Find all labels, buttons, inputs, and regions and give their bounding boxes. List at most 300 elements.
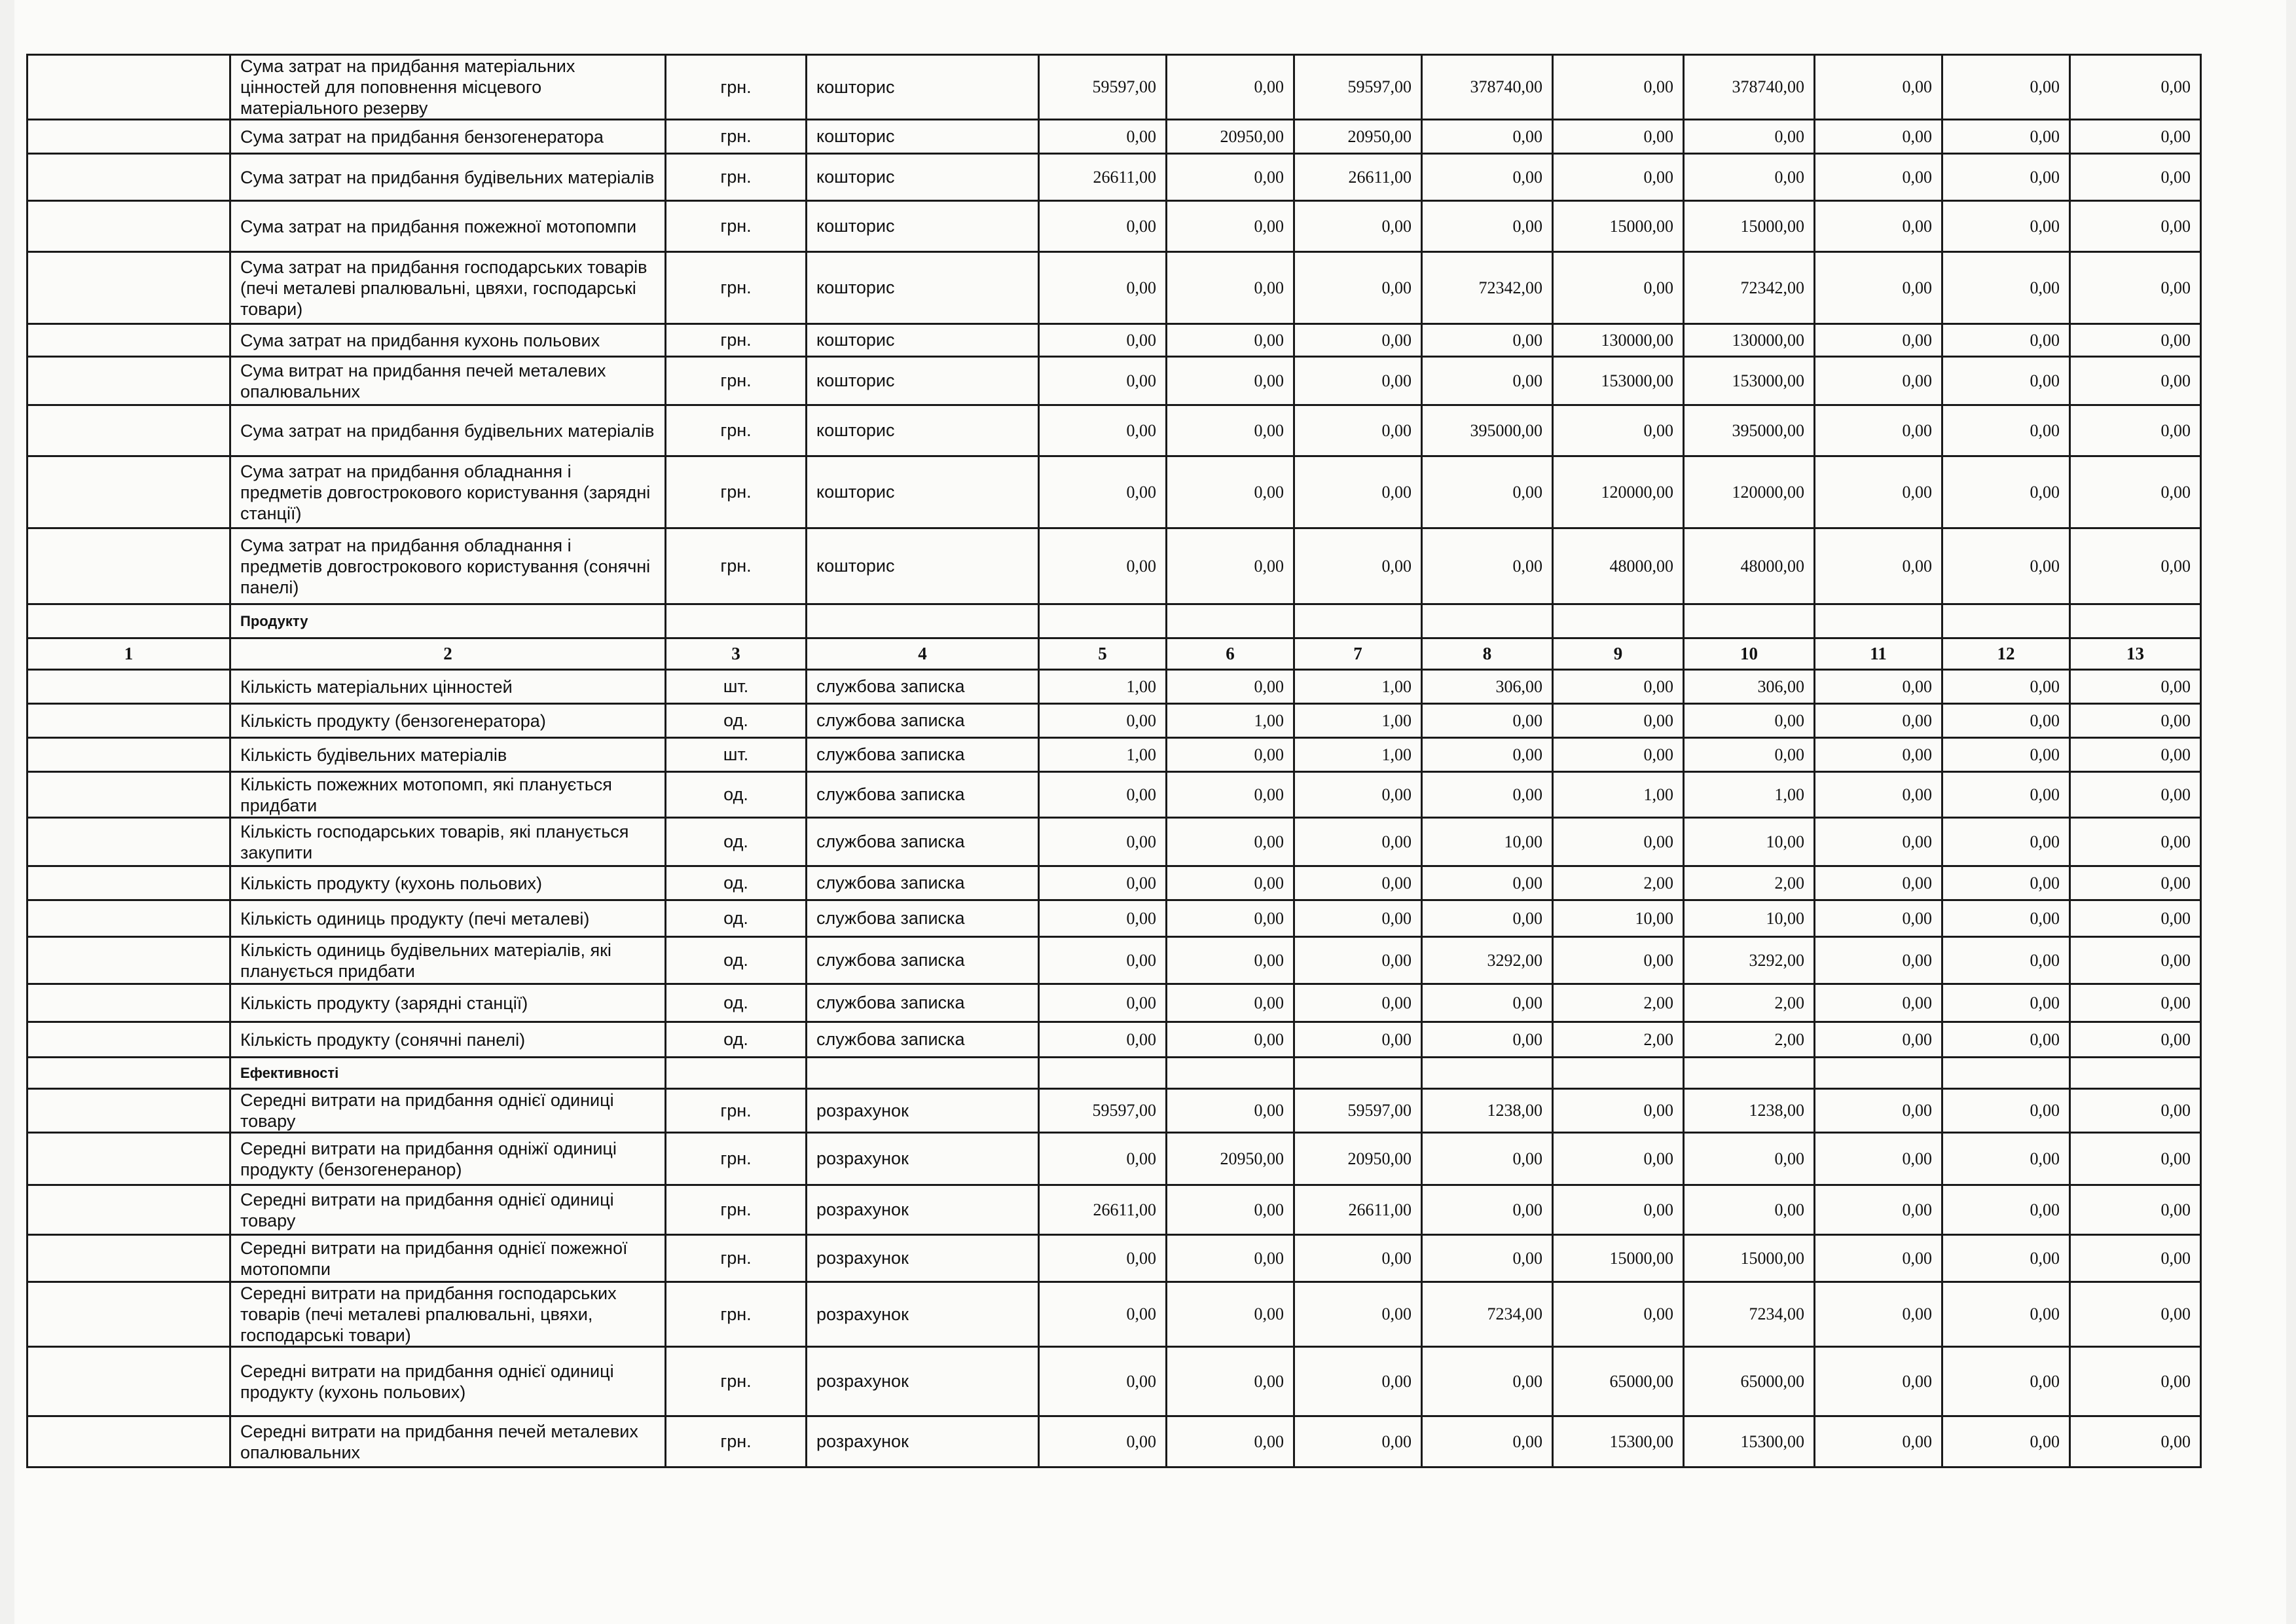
value-cell: 0,00	[2070, 818, 2201, 866]
table-row	[27, 1235, 2201, 1282]
value-cell: 0,00	[1815, 900, 1942, 937]
value-cell: 0,00	[1422, 900, 1553, 937]
value-cell: 0,00	[1815, 1235, 1942, 1282]
row-number-cell	[27, 1282, 230, 1347]
row-number-cell	[27, 1089, 230, 1133]
value-cell: 0,00	[1684, 120, 1815, 154]
value-cell: 0,00	[1815, 704, 1942, 738]
unit-cell: грн.	[666, 1282, 807, 1347]
value-cell: 0,00	[1039, 456, 1167, 528]
value-cell: 10,00	[1553, 900, 1684, 937]
empty-cell	[1684, 1058, 1815, 1089]
value-cell: 0,00	[1942, 704, 2070, 738]
row-number-cell	[27, 55, 230, 120]
unit-cell: грн.	[666, 1133, 807, 1185]
value-cell: 59597,00	[1039, 1089, 1167, 1133]
source-cell: службова записка	[807, 818, 1039, 866]
value-cell: 0,00	[1553, 704, 1684, 738]
value-cell: 65000,00	[1553, 1347, 1684, 1416]
value-cell: 0,00	[1167, 818, 1294, 866]
unit-cell: од.	[666, 704, 807, 738]
indicator-name-cell: Кількість будівельних матеріалів	[230, 738, 666, 772]
value-cell: 0,00	[1294, 1282, 1422, 1347]
value-cell: 0,00	[1039, 900, 1167, 937]
source-cell: кошторис	[807, 528, 1039, 604]
value-cell: 0,00	[1294, 937, 1422, 984]
value-cell: 0,00	[2070, 1022, 2201, 1058]
value-cell: 3292,00	[1684, 937, 1815, 984]
value-cell: 0,00	[1684, 154, 1815, 201]
value-cell: 0,00	[1167, 324, 1294, 357]
value-cell: 59597,00	[1039, 55, 1167, 120]
section-title: Продукту	[230, 604, 666, 638]
value-cell: 0,00	[2070, 670, 2201, 704]
unit-cell: грн.	[666, 528, 807, 604]
table-row	[27, 528, 2201, 604]
value-cell: 0,00	[1039, 405, 1167, 456]
indicator-name-cell: Середні витрати на придбання печей металевих опалювальних	[230, 1416, 666, 1467]
value-cell: 0,00	[1422, 456, 1553, 528]
empty-cell	[1815, 604, 1942, 638]
value-cell: 0,00	[1815, 405, 1942, 456]
budget-indicators-table	[26, 54, 2202, 1468]
value-cell: 0,00	[2070, 1282, 2201, 1347]
value-cell: 0,00	[2070, 1235, 2201, 1282]
value-cell: 0,00	[1815, 55, 1942, 120]
value-cell: 0,00	[1294, 528, 1422, 604]
row-number-cell	[27, 704, 230, 738]
value-cell: 395000,00	[1422, 405, 1553, 456]
value-cell: 0,00	[2070, 1416, 2201, 1467]
value-cell: 0,00	[1167, 456, 1294, 528]
value-cell: 7234,00	[1422, 1282, 1553, 1347]
value-cell: 65000,00	[1684, 1347, 1815, 1416]
table-row	[27, 405, 2201, 456]
value-cell: 0,00	[1815, 1416, 1942, 1467]
value-cell: 26611,00	[1294, 1185, 1422, 1235]
source-cell: розрахунок	[807, 1416, 1039, 1467]
table-row	[27, 984, 2201, 1022]
value-cell: 0,00	[1039, 1347, 1167, 1416]
value-cell: 0,00	[1039, 1133, 1167, 1185]
column-number-cell: 1	[27, 638, 230, 670]
unit-cell: од.	[666, 818, 807, 866]
value-cell: 2,00	[1684, 866, 1815, 900]
empty-cell	[1942, 604, 2070, 638]
source-cell: службова записка	[807, 670, 1039, 704]
source-cell: кошторис	[807, 55, 1039, 120]
value-cell: 2,00	[1553, 1022, 1684, 1058]
value-cell: 1,00	[1294, 670, 1422, 704]
value-cell: 0,00	[1942, 866, 2070, 900]
value-cell: 0,00	[2070, 252, 2201, 324]
value-cell: 0,00	[1294, 1416, 1422, 1467]
value-cell: 0,00	[1553, 1282, 1684, 1347]
indicator-name-cell: Кількість пожежних мотопомп, які планується придбати	[230, 772, 666, 818]
value-cell: 0,00	[1294, 252, 1422, 324]
indicator-name-cell: Кількість одиниць продукту (печі металеві)	[230, 900, 666, 937]
value-cell: 0,00	[1167, 154, 1294, 201]
indicator-name-cell: Середні витрати на придбання господарських товарів (печі металеві рпалювальні, цвяхи, господарські товари)	[230, 1282, 666, 1347]
source-cell: службова записка	[807, 772, 1039, 818]
row-number-cell	[27, 528, 230, 604]
value-cell: 0,00	[1942, 252, 2070, 324]
value-cell: 0,00	[1167, 1416, 1294, 1467]
value-cell: 0,00	[1942, 937, 2070, 984]
table-row	[27, 55, 2201, 120]
value-cell: 130000,00	[1684, 324, 1815, 357]
value-cell: 59597,00	[1294, 1089, 1422, 1133]
value-cell: 0,00	[2070, 937, 2201, 984]
source-cell: розрахунок	[807, 1185, 1039, 1235]
value-cell: 2,00	[1553, 984, 1684, 1022]
row-number-cell	[27, 154, 230, 201]
empty-cell	[1422, 604, 1553, 638]
value-cell: 0,00	[1942, 201, 2070, 252]
section-title: Ефективності	[230, 1058, 666, 1089]
value-cell: 306,00	[1422, 670, 1553, 704]
value-cell: 2,00	[1553, 866, 1684, 900]
value-cell: 0,00	[1942, 1133, 2070, 1185]
indicator-name-cell: Сума затрат на придбання обладнання і предметів довгострокового користування (сонячні панелі)	[230, 528, 666, 604]
empty-cell	[2070, 1058, 2201, 1089]
value-cell: 0,00	[1422, 528, 1553, 604]
empty-cell	[1684, 604, 1815, 638]
value-cell: 1,00	[1039, 738, 1167, 772]
value-cell: 0,00	[1684, 738, 1815, 772]
value-cell: 0,00	[2070, 900, 2201, 937]
unit-cell: грн.	[666, 201, 807, 252]
unit-cell: грн.	[666, 357, 807, 405]
empty-cell	[1942, 1058, 2070, 1089]
unit-cell: грн.	[666, 120, 807, 154]
value-cell: 0,00	[1942, 738, 2070, 772]
value-cell: 0,00	[2070, 154, 2201, 201]
value-cell: 0,00	[1815, 772, 1942, 818]
value-cell: 20950,00	[1167, 1133, 1294, 1185]
value-cell: 0,00	[2070, 1089, 2201, 1133]
indicator-name-cell: Сума затрат на придбання обладнання і предметів довгострокового користування (зарядні станції)	[230, 456, 666, 528]
value-cell: 0,00	[2070, 201, 2201, 252]
unit-cell: од.	[666, 866, 807, 900]
value-cell: 0,00	[1942, 120, 2070, 154]
value-cell: 0,00	[1815, 1133, 1942, 1185]
value-cell: 0,00	[2070, 984, 2201, 1022]
value-cell: 10,00	[1684, 900, 1815, 937]
source-cell: кошторис	[807, 252, 1039, 324]
value-cell: 378740,00	[1684, 55, 1815, 120]
indicator-name-cell: Кількість матеріальних цінностей	[230, 670, 666, 704]
column-number-cell: 4	[807, 638, 1039, 670]
value-cell: 0,00	[1815, 738, 1942, 772]
value-cell: 0,00	[1815, 357, 1942, 405]
value-cell: 1238,00	[1684, 1089, 1815, 1133]
unit-cell: грн.	[666, 154, 807, 201]
value-cell: 0,00	[1942, 900, 2070, 937]
value-cell: 0,00	[1039, 1416, 1167, 1467]
value-cell: 0,00	[1553, 120, 1684, 154]
row-number-cell	[27, 252, 230, 324]
value-cell: 0,00	[1942, 55, 2070, 120]
unit-cell: грн.	[666, 405, 807, 456]
indicator-name-cell: Середні витрати на придбання однієї пожежної мотопомпи	[230, 1235, 666, 1282]
column-number-cell: 9	[1553, 638, 1684, 670]
value-cell: 0,00	[2070, 456, 2201, 528]
value-cell: 0,00	[1815, 937, 1942, 984]
value-cell: 0,00	[1815, 456, 1942, 528]
value-cell: 0,00	[1815, 1347, 1942, 1416]
value-cell: 0,00	[1039, 201, 1167, 252]
column-number-row	[27, 638, 2201, 670]
source-cell: службова записка	[807, 738, 1039, 772]
value-cell: 0,00	[1422, 866, 1553, 900]
value-cell: 0,00	[1294, 1347, 1422, 1416]
value-cell: 0,00	[2070, 704, 2201, 738]
empty-cell	[1294, 1058, 1422, 1089]
value-cell: 26611,00	[1039, 154, 1167, 201]
value-cell: 0,00	[1294, 866, 1422, 900]
table-row	[27, 772, 2201, 818]
value-cell: 153000,00	[1684, 357, 1815, 405]
table-row	[27, 937, 2201, 984]
value-cell: 0,00	[1553, 818, 1684, 866]
section-heading-row	[27, 604, 2201, 638]
value-cell: 0,00	[1039, 704, 1167, 738]
empty-cell	[1294, 604, 1422, 638]
value-cell: 15000,00	[1684, 1235, 1815, 1282]
source-cell: розрахунок	[807, 1347, 1039, 1416]
value-cell: 0,00	[1553, 1185, 1684, 1235]
empty-cell	[1422, 1058, 1553, 1089]
unit-cell: грн.	[666, 456, 807, 528]
value-cell: 0,00	[1167, 528, 1294, 604]
value-cell: 0,00	[1167, 670, 1294, 704]
table-row	[27, 900, 2201, 937]
table-row	[27, 1282, 2201, 1347]
row-number-cell	[27, 1185, 230, 1235]
value-cell: 0,00	[1294, 772, 1422, 818]
value-cell: 0,00	[1039, 937, 1167, 984]
row-number-cell	[27, 818, 230, 866]
value-cell: 0,00	[1553, 1133, 1684, 1185]
table-row	[27, 252, 2201, 324]
table-row	[27, 1416, 2201, 1467]
indicator-name-cell: Кількість продукту (бензогенератора)	[230, 704, 666, 738]
value-cell: 0,00	[1942, 818, 2070, 866]
value-cell: 0,00	[1942, 1416, 2070, 1467]
value-cell: 120000,00	[1684, 456, 1815, 528]
value-cell: 0,00	[1294, 201, 1422, 252]
row-number-cell	[27, 1133, 230, 1185]
row-number-cell	[27, 324, 230, 357]
value-cell: 15000,00	[1553, 201, 1684, 252]
value-cell: 0,00	[1039, 984, 1167, 1022]
value-cell: 0,00	[1942, 1347, 2070, 1416]
value-cell: 48000,00	[1684, 528, 1815, 604]
table-row	[27, 1347, 2201, 1416]
table-row	[27, 357, 2201, 405]
value-cell: 0,00	[1815, 1089, 1942, 1133]
value-cell: 0,00	[1039, 357, 1167, 405]
unit-cell: од.	[666, 772, 807, 818]
table-row	[27, 866, 2201, 900]
value-cell: 1238,00	[1422, 1089, 1553, 1133]
value-cell: 0,00	[1553, 55, 1684, 120]
value-cell: 0,00	[1684, 704, 1815, 738]
empty-cell	[807, 1058, 1039, 1089]
value-cell: 1,00	[1039, 670, 1167, 704]
row-number-cell	[27, 1022, 230, 1058]
unit-cell: грн.	[666, 1089, 807, 1133]
empty-cell	[1815, 1058, 1942, 1089]
value-cell: 0,00	[1039, 1235, 1167, 1282]
indicator-name-cell: Кількість господарських товарів, які планується закупити	[230, 818, 666, 866]
value-cell: 0,00	[1815, 324, 1942, 357]
value-cell: 1,00	[1294, 738, 1422, 772]
column-number-cell: 2	[230, 638, 666, 670]
value-cell: 0,00	[1167, 937, 1294, 984]
empty-cell	[807, 604, 1039, 638]
value-cell: 0,00	[1942, 456, 2070, 528]
row-number-cell	[27, 1416, 230, 1467]
unit-cell: грн.	[666, 1235, 807, 1282]
value-cell: 0,00	[1815, 154, 1942, 201]
value-cell: 0,00	[1684, 1133, 1815, 1185]
indicator-name-cell: Сума затрат на придбання будівельних матеріалів	[230, 405, 666, 456]
source-cell: розрахунок	[807, 1133, 1039, 1185]
source-cell: службова записка	[807, 900, 1039, 937]
unit-cell: од.	[666, 984, 807, 1022]
value-cell: 0,00	[1422, 984, 1553, 1022]
source-cell: розрахунок	[807, 1282, 1039, 1347]
value-cell: 0,00	[1167, 866, 1294, 900]
value-cell: 0,00	[1039, 252, 1167, 324]
value-cell: 0,00	[2070, 1185, 2201, 1235]
value-cell: 0,00	[1167, 252, 1294, 324]
value-cell: 0,00	[1422, 1185, 1553, 1235]
value-cell: 59597,00	[1294, 55, 1422, 120]
value-cell: 0,00	[1294, 1235, 1422, 1282]
table-row	[27, 1022, 2201, 1058]
table-row	[27, 154, 2201, 201]
value-cell: 20950,00	[1167, 120, 1294, 154]
value-cell: 1,00	[1167, 704, 1294, 738]
value-cell: 0,00	[1815, 1185, 1942, 1235]
value-cell: 378740,00	[1422, 55, 1553, 120]
value-cell: 0,00	[1039, 772, 1167, 818]
value-cell: 0,00	[1294, 818, 1422, 866]
value-cell: 0,00	[1294, 1022, 1422, 1058]
value-cell: 0,00	[1553, 405, 1684, 456]
value-cell: 0,00	[1167, 55, 1294, 120]
indicator-name-cell: Сума затрат на придбання матеріальних цінностей для поповнення місцевого матеріального резерву	[230, 55, 666, 120]
indicator-name-cell: Сума затрат на придбання пожежної мотопомпи	[230, 201, 666, 252]
row-number-cell	[27, 604, 230, 638]
value-cell: 0,00	[1039, 866, 1167, 900]
empty-cell	[1167, 1058, 1294, 1089]
value-cell: 10,00	[1684, 818, 1815, 866]
table-row	[27, 1089, 2201, 1133]
value-cell: 0,00	[1422, 120, 1553, 154]
indicator-name-cell: Середні витрати на придбання однієї одиниці товару	[230, 1089, 666, 1133]
source-cell: службова записка	[807, 937, 1039, 984]
row-number-cell	[27, 866, 230, 900]
table-row	[27, 201, 2201, 252]
row-number-cell	[27, 201, 230, 252]
indicator-name-cell: Сума затрат на придбання будівельних матеріалів	[230, 154, 666, 201]
column-number-cell: 11	[1815, 638, 1942, 670]
value-cell: 0,00	[1294, 324, 1422, 357]
value-cell: 1,00	[1294, 704, 1422, 738]
value-cell: 0,00	[2070, 324, 2201, 357]
unit-cell: грн.	[666, 324, 807, 357]
indicator-name-cell: Сума затрат на придбання кухонь польових	[230, 324, 666, 357]
value-cell: 0,00	[1942, 984, 2070, 1022]
value-cell: 0,00	[1167, 1282, 1294, 1347]
value-cell: 0,00	[1422, 1235, 1553, 1282]
value-cell: 0,00	[1815, 201, 1942, 252]
value-cell: 0,00	[1553, 252, 1684, 324]
value-cell: 26611,00	[1294, 154, 1422, 201]
value-cell: 15300,00	[1553, 1416, 1684, 1467]
empty-cell	[1039, 1058, 1167, 1089]
value-cell: 0,00	[1684, 1185, 1815, 1235]
table-row	[27, 1133, 2201, 1185]
source-cell: службова записка	[807, 1022, 1039, 1058]
value-cell: 0,00	[1167, 984, 1294, 1022]
value-cell: 15000,00	[1553, 1235, 1684, 1282]
empty-cell	[1553, 604, 1684, 638]
row-number-cell	[27, 984, 230, 1022]
value-cell: 48000,00	[1553, 528, 1684, 604]
source-cell: кошторис	[807, 201, 1039, 252]
source-cell: кошторис	[807, 357, 1039, 405]
column-number-cell: 8	[1422, 638, 1553, 670]
value-cell: 0,00	[1553, 738, 1684, 772]
unit-cell: грн.	[666, 1185, 807, 1235]
value-cell: 0,00	[1167, 201, 1294, 252]
table-body	[27, 55, 2201, 1467]
unit-cell: грн.	[666, 55, 807, 120]
table-row	[27, 704, 2201, 738]
table-row	[27, 1185, 2201, 1235]
indicator-name-cell: Кількість продукту (сонячні панелі)	[230, 1022, 666, 1058]
indicator-name-cell: Кількість продукту (зарядні станції)	[230, 984, 666, 1022]
value-cell: 2,00	[1684, 1022, 1815, 1058]
value-cell: 10,00	[1422, 818, 1553, 866]
value-cell: 130000,00	[1553, 324, 1684, 357]
value-cell: 0,00	[1422, 1416, 1553, 1467]
value-cell: 0,00	[1167, 1022, 1294, 1058]
value-cell: 20950,00	[1294, 1133, 1422, 1185]
unit-cell: шт.	[666, 738, 807, 772]
value-cell: 0,00	[2070, 738, 2201, 772]
source-cell: кошторис	[807, 405, 1039, 456]
row-number-cell	[27, 1235, 230, 1282]
value-cell: 0,00	[1942, 1022, 2070, 1058]
value-cell: 0,00	[1294, 984, 1422, 1022]
value-cell: 0,00	[1422, 357, 1553, 405]
table-row	[27, 670, 2201, 704]
column-number-cell: 10	[1684, 638, 1815, 670]
table-row	[27, 324, 2201, 357]
indicator-name-cell: Середні витрати на придбання однієї одиниці товару	[230, 1185, 666, 1235]
value-cell: 0,00	[1942, 324, 2070, 357]
value-cell: 0,00	[2070, 772, 2201, 818]
value-cell: 0,00	[1039, 120, 1167, 154]
value-cell: 0,00	[1422, 154, 1553, 201]
value-cell: 0,00	[1942, 405, 2070, 456]
